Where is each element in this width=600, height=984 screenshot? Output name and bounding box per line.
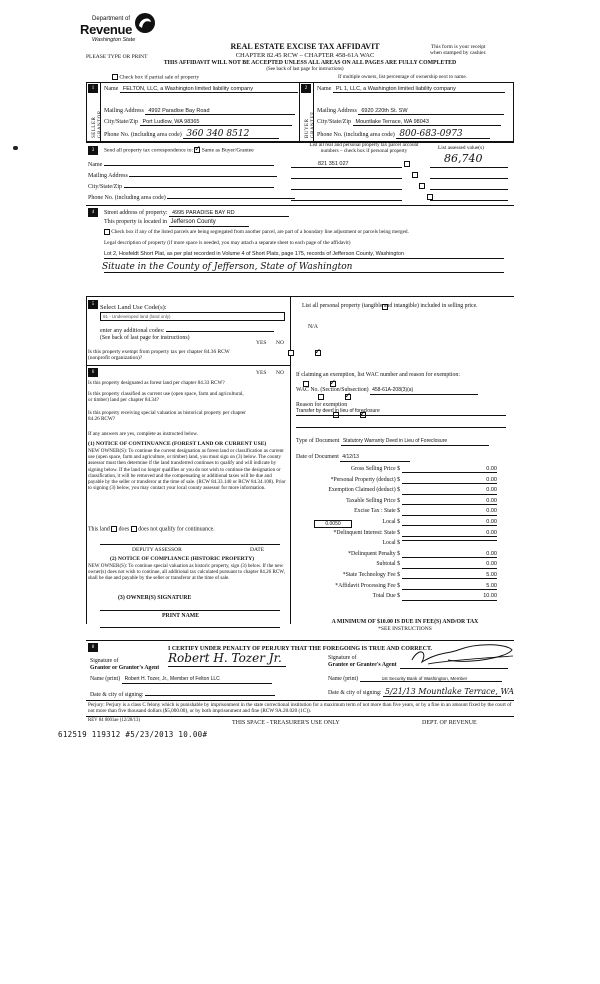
street-row bbox=[104, 210, 289, 217]
s3-mailing-field[interactable] bbox=[129, 171, 277, 177]
send-all-row bbox=[104, 147, 254, 154]
amount-value[interactable]: 0.00 bbox=[402, 487, 497, 494]
exempt-question: Is this property exempt from property tax per chapter 84.36 RCW (nonprofit organization)? bbox=[88, 349, 230, 362]
amount-value[interactable]: 0.00 bbox=[402, 519, 497, 526]
see-instructions: *SEE INSTRUCTIONS bbox=[378, 626, 432, 632]
does-not-label: does not qualify for continuance. bbox=[138, 526, 215, 533]
doc-type-row bbox=[296, 438, 489, 446]
grantor-date-label: Date & city of signing: bbox=[90, 692, 144, 698]
amount-label: Total Due $ bbox=[372, 593, 400, 600]
seller-mailing-label: Mailing Address bbox=[104, 108, 144, 114]
does-checkbox[interactable] bbox=[111, 526, 117, 532]
seller-city[interactable]: Port Ludlow, WA 98365 bbox=[140, 119, 292, 126]
assessed-label: List assessed value(s) bbox=[438, 145, 484, 151]
cashier-stamp: 612519 119312 #5/23/2013 10.00# bbox=[58, 730, 208, 739]
grantee-signature[interactable] bbox=[408, 640, 518, 670]
amount-value[interactable]: 5.00 bbox=[402, 583, 497, 590]
s3-city-field[interactable] bbox=[124, 182, 274, 188]
send-all-label: Send all property tax correspondence to: bbox=[104, 147, 194, 154]
logo-swirl-icon bbox=[134, 12, 156, 34]
amount-label: Local $ bbox=[382, 540, 400, 547]
exempt-yes-checkbox[interactable] bbox=[288, 350, 294, 356]
notice-compliance-title: (2) NOTICE OF COMPLIANCE (HISTORIC PROPERTY) bbox=[110, 556, 255, 562]
wac-number[interactable]: 458-61A-208(3)(a) bbox=[370, 388, 478, 395]
amount-value[interactable]: 10.00 bbox=[402, 593, 497, 600]
amount-label: Local $ bbox=[382, 519, 400, 525]
amount-label: Exemption Claimed (deduct) $ bbox=[328, 487, 400, 494]
same-as-buyer-label: Same as Buyer/Grantee bbox=[201, 147, 254, 154]
treasurer-use: THIS SPACE - TREASURER'S USE ONLY bbox=[232, 720, 340, 726]
amount-label: *Delinquent Penalty $ bbox=[348, 550, 400, 557]
doc-date-label: Date of Document bbox=[296, 454, 339, 460]
s3-mailing-row bbox=[88, 171, 277, 180]
exempt-no-checkbox[interactable] bbox=[315, 350, 321, 356]
section-5-number: 5 bbox=[88, 300, 98, 309]
s6-yes-header: YES bbox=[256, 370, 267, 376]
amount-value[interactable]: 0.00 bbox=[402, 508, 497, 515]
q-current-use: Is this property classified as current use (open space, farm and agricultural, or timber) land per chapter 84.34? bbox=[88, 391, 244, 403]
amount-value[interactable] bbox=[402, 540, 497, 541]
dept-revenue: DEPT. OF REVENUE bbox=[422, 720, 477, 726]
s3-phone-row bbox=[88, 193, 295, 202]
buyer-city-label: City/State/Zip bbox=[317, 119, 351, 125]
seller-name-row bbox=[104, 86, 298, 93]
q-forest: Is this property designated as forest land per chapter 84.33 RCW? bbox=[88, 380, 225, 386]
receipt-note-line1: This form is your receipt bbox=[430, 44, 486, 50]
deputy-date-label: DATE bbox=[250, 547, 265, 553]
amount-value[interactable]: 0.00 bbox=[402, 466, 497, 473]
segregated-checkbox[interactable] bbox=[104, 229, 110, 235]
seller-phone[interactable]: 360 340 8512 bbox=[183, 130, 279, 139]
seller-mailing[interactable]: 4992 Paradise Bay Road bbox=[145, 108, 295, 115]
county[interactable]: Jefferson County bbox=[169, 219, 249, 227]
if-any-yes: If any answers are yes, complete as instructed below. bbox=[88, 431, 199, 437]
logo-name: Revenue bbox=[80, 22, 133, 37]
section-6-number: 6 bbox=[88, 368, 98, 377]
amount-value[interactable]: 0.00 bbox=[402, 551, 497, 558]
partial-sale-label: Check box if partial sale of property bbox=[119, 74, 200, 81]
this-land-label: This land bbox=[88, 526, 110, 533]
grantor-sig-label-1: Signature of bbox=[90, 658, 119, 664]
q-historical: Is this property receiving special valuation as historical property per chapter 84.26 RCW? bbox=[88, 410, 246, 422]
grantee-date-row bbox=[328, 687, 515, 697]
legal-label: Legal description of property (if more space is needed, you may attach a separate sheet to each page of the affidavit) bbox=[104, 240, 351, 246]
form-see-back: (See back of last page for instructions) bbox=[266, 67, 344, 72]
current-use-yes-checkbox[interactable] bbox=[318, 394, 324, 400]
section-3-number: 3 bbox=[88, 146, 98, 155]
section-2-number: 2 bbox=[301, 84, 311, 93]
logo-state: Washington State bbox=[92, 37, 136, 43]
owner-signature-label: (3) OWNER(S) SIGNATURE bbox=[118, 595, 192, 601]
street-address[interactable]: 4995 PARADISE BAY RD bbox=[169, 210, 289, 217]
buyer-name-row bbox=[317, 86, 505, 93]
s5-no-header: NO bbox=[276, 340, 284, 346]
buyer-mailing-label: Mailing Address bbox=[317, 108, 357, 114]
legal-handwritten[interactable]: Situate in the County of Jefferson, State of Washington bbox=[102, 262, 353, 272]
wac-row bbox=[296, 387, 478, 395]
grantee-name[interactable]: 1st Security Bank of Washington, Member bbox=[360, 676, 502, 682]
reason-value[interactable]: Transfer by deed in lieu of foreclosure bbox=[296, 408, 380, 414]
minimum-notice: A MINIMUM OF $10.00 IS DUE IN FEE(S) AND/OR TAX bbox=[331, 619, 479, 625]
scan-mark bbox=[13, 146, 18, 150]
type-or-print: PLEASE TYPE OR PRINT bbox=[86, 54, 148, 60]
segregated-label: Check box if any of the listed parcels are being segregated from another parcel, are part of a boundary line adjustment or parcels being merged. bbox=[111, 229, 409, 236]
dor-logo bbox=[78, 12, 158, 46]
land-use-value: 91 - Undeveloped land (land only) bbox=[103, 314, 171, 319]
perjury-notice: Perjury: Perjury is a class C felony which is punishable by imprisonment in the state correctional institution for a maximum term of not more than five years, or by a fine in an amount fixed by the court of not more than five thousand dollars ($5,000.00), or by both imprisonment and fine (RCW 9A.20.020 (1C)). bbox=[88, 702, 512, 715]
doc-type-label: Type of Document bbox=[296, 438, 340, 444]
notice-compliance-text: NEW OWNER(S): To continue special valuation as historic property, sign (3) below. If the new owner(s) does not wish to continue, all additional tax calculated pursuant to chapter 84.26 RCW, shall be due and payable by the seller or transferor at the time of sale. bbox=[88, 563, 285, 582]
amount-label: Subtotal $ bbox=[376, 561, 400, 568]
seller-city-label: City/State/Zip bbox=[104, 119, 138, 125]
seller-name[interactable]: FELTON, LLC, a Washington limited liability company bbox=[120, 86, 298, 93]
receipt-note-line2: when stamped by cashier. bbox=[430, 50, 487, 57]
s3-phone-field[interactable] bbox=[167, 193, 295, 199]
seller-side-label: SELLER bbox=[92, 116, 97, 138]
amount-label: Excise Tax : State $ bbox=[354, 508, 400, 515]
personal-prop-value[interactable]: N/A bbox=[308, 324, 318, 330]
form-chapter: CHAPTER 82.45 RCW – CHAPTER 458-61A WAC bbox=[235, 52, 375, 59]
grantee-date-label: Date & city of signing: bbox=[328, 690, 382, 696]
legal-description[interactable]: Lot 2, Hosfeldt Short Plat, as per plat recorded in Volume 4 of Short Plats, page 175, records of Jefferson County, Washington bbox=[104, 251, 404, 257]
s5-yes-header: YES bbox=[256, 340, 267, 346]
amount-label: Taxable Selling Price $ bbox=[346, 497, 400, 504]
form-warning: THIS AFFIDAVIT WILL NOT BE ACCEPTED UNLESS ALL AREAS ON ALL PAGES ARE FULLY COMPLETED bbox=[163, 60, 457, 66]
parcel4-personal-checkbox[interactable] bbox=[427, 194, 433, 200]
grantor-name[interactable]: Robert H. Tozer, Jr., Member of Felton LLC bbox=[122, 677, 272, 684]
grantor-date-row bbox=[90, 690, 275, 699]
located-label: This property is located in bbox=[104, 219, 167, 225]
print-name-label: PRINT NAME bbox=[162, 613, 200, 619]
does-not-checkbox[interactable] bbox=[131, 526, 137, 532]
grantor-sig-label bbox=[90, 658, 159, 671]
doc-type[interactable]: Statutory Warranty Deed in Lieu of Foreclosure bbox=[341, 439, 489, 446]
partial-sale-row bbox=[112, 74, 199, 81]
assessed-value[interactable]: 86,740 bbox=[444, 152, 483, 165]
additional-codes-label: enter any additional codes: bbox=[100, 328, 165, 334]
amount-label: *State Technology Fee $ bbox=[342, 572, 400, 578]
buyer-phone-label: Phone No. (including area code) bbox=[317, 132, 395, 138]
grantor-name-label: Name (print) bbox=[90, 676, 121, 682]
seller-phone-label: Phone No. (including area code) bbox=[104, 132, 182, 138]
s3-city-row bbox=[88, 182, 274, 191]
section-8-number: 8 bbox=[88, 643, 98, 652]
buyer-phone-row bbox=[317, 130, 490, 139]
does-label: does bbox=[118, 526, 130, 533]
s3-mailing-label: Mailing Address bbox=[88, 173, 128, 179]
seller-name-label: Name bbox=[104, 86, 119, 92]
amount-value[interactable]: 0.00 bbox=[402, 530, 497, 537]
segregated-row bbox=[104, 229, 409, 236]
grantee-date[interactable]: 5/21/13 Mountlake Terrace, WA bbox=[384, 687, 515, 696]
buyer-name-label: Name bbox=[317, 86, 332, 92]
s3-name-label: Name bbox=[88, 162, 103, 168]
buyer-city[interactable]: Mountlake Terrace, WA 98043 bbox=[353, 119, 501, 126]
s3-name-row bbox=[88, 160, 274, 169]
claim-exemption-label: If claiming an exemption, list WAC number and reason for exemption: bbox=[296, 372, 460, 378]
additional-codes-field[interactable] bbox=[166, 326, 274, 332]
s3-phone-label: Phone No. (including area code) bbox=[88, 195, 166, 201]
form-title: REAL ESTATE EXCISE TAX AFFIDAVIT bbox=[230, 42, 380, 51]
wac-label: WAC No. (Section/Subsection) bbox=[296, 387, 369, 393]
grantee-name-label: Name (print) bbox=[328, 676, 359, 682]
buyer-mailing-row bbox=[317, 108, 504, 115]
grantor-sig-label-2: Grantor or Grantor's Agent bbox=[90, 664, 160, 671]
grantee-sig-label-2: Grantee or Grantee's Agent bbox=[328, 661, 397, 668]
seller-phone-row bbox=[104, 130, 279, 139]
section-1-number: 1 bbox=[88, 84, 98, 93]
grantee-sig-label-1: Signature of bbox=[328, 655, 357, 661]
land-use-select[interactable] bbox=[100, 312, 285, 321]
parcel-number[interactable]: 821 351 027 bbox=[318, 161, 349, 167]
personal-prop-label: List all personal property (tangible and intangible) included in selling price. bbox=[302, 303, 478, 309]
section-4-number: 4 bbox=[88, 208, 98, 217]
amount-label: Gross Selling Price $ bbox=[350, 466, 400, 472]
logo-dept: Department of bbox=[92, 16, 131, 22]
local-rate-box[interactable]: 0.0050 bbox=[314, 520, 352, 528]
buyer-city-row bbox=[317, 119, 501, 126]
buyer-phone[interactable]: 800-683-0973 bbox=[396, 130, 490, 139]
doc-date[interactable]: 4/12/13 bbox=[340, 455, 410, 462]
certify-statement: I CERTIFY UNDER PENALTY OF PERJURY THAT THE FOREGOING IS TRUE AND CORRECT. bbox=[168, 646, 433, 652]
grantee-name-row bbox=[328, 676, 502, 683]
s5-see-back: (See back of last page for instructions) bbox=[100, 335, 190, 341]
current-use-no-checkbox[interactable] bbox=[345, 394, 351, 400]
s6-no-header: NO bbox=[276, 370, 284, 376]
parcel2-personal-checkbox[interactable] bbox=[412, 172, 418, 178]
amount-value[interactable]: 0.00 bbox=[402, 561, 497, 568]
amount-value[interactable]: 0.00 bbox=[402, 477, 497, 484]
additional-codes-row bbox=[100, 326, 274, 335]
seller-mailing-row bbox=[104, 108, 295, 115]
s3-name-field[interactable] bbox=[104, 160, 274, 166]
reason-label: Reason for exemption bbox=[296, 402, 348, 408]
notice-continuance-text: NEW OWNER(S): To continue the current designation as forest land or classification as current use (open space, farm and agriculture, or timber) land, you must sign on (3) below. The county assessor must then determine if the land transferred continues to qualify and will indicate by signing below. If the land no longer qualifies or you do not wish to continue the designation or classification, it will be removed and the compensating or additional taxes will be due and payable by the seller or transferor at the time of sale. (RCW 84.33.140 or RCW 84.34.108). Prior to signing (3) below, you may contact your local county assessor for more information. bbox=[88, 448, 286, 492]
amount-value[interactable]: 5.00 bbox=[402, 572, 497, 579]
grantee-sig-label bbox=[328, 655, 397, 668]
partial-sale-checkbox[interactable] bbox=[112, 74, 118, 80]
notice-continuance-title: (1) NOTICE OF CONTINUANCE (FOREST LAND OR CURRENT USE) bbox=[88, 441, 267, 447]
buyer-mailing[interactable]: 6920 220th St. SW bbox=[358, 108, 504, 115]
land-use-label: Select Land Use Code(s): bbox=[100, 304, 167, 311]
multiple-owners-note: If multiple owners, list percentage of ownership next to name. bbox=[338, 74, 467, 80]
grantor-signature[interactable]: Robert H. Tozer Jr. bbox=[168, 652, 286, 667]
receipt-note bbox=[430, 44, 487, 57]
amount-label: *Affidavit Processing Fee $ bbox=[335, 582, 400, 589]
doc-date-row bbox=[296, 454, 410, 462]
grantor-date[interactable] bbox=[145, 690, 275, 696]
grantor-name-row bbox=[90, 676, 272, 684]
buyer-side-label: BUYER bbox=[305, 118, 310, 138]
located-row bbox=[104, 219, 249, 227]
deputy-assessor-label: DEPUTY ASSESSOR bbox=[132, 547, 182, 553]
parcel1-personal-checkbox[interactable] bbox=[404, 161, 410, 167]
same-as-buyer-checkbox[interactable] bbox=[194, 147, 200, 153]
parcel3-personal-checkbox[interactable] bbox=[419, 183, 425, 189]
amount-value[interactable]: 0.00 bbox=[402, 498, 497, 505]
seller-city-row bbox=[104, 119, 292, 126]
buyer-name[interactable]: PL 1, LLC, a Washington limited liability company bbox=[333, 86, 505, 93]
this-land-row bbox=[88, 526, 215, 533]
amount-label: *Delinquent Interest: State $ bbox=[333, 529, 400, 536]
rev-number: REV 84 0001ae (12/28/13) bbox=[88, 718, 141, 723]
street-label: Street address of property: bbox=[104, 210, 168, 216]
amount-label: *Personal Property (deduct) $ bbox=[330, 476, 400, 483]
list-all-parcels: List all real and personal property tax parcel account numbers – check box if personal property bbox=[309, 142, 419, 154]
s3-city-label: City/State/Zip bbox=[88, 184, 122, 190]
